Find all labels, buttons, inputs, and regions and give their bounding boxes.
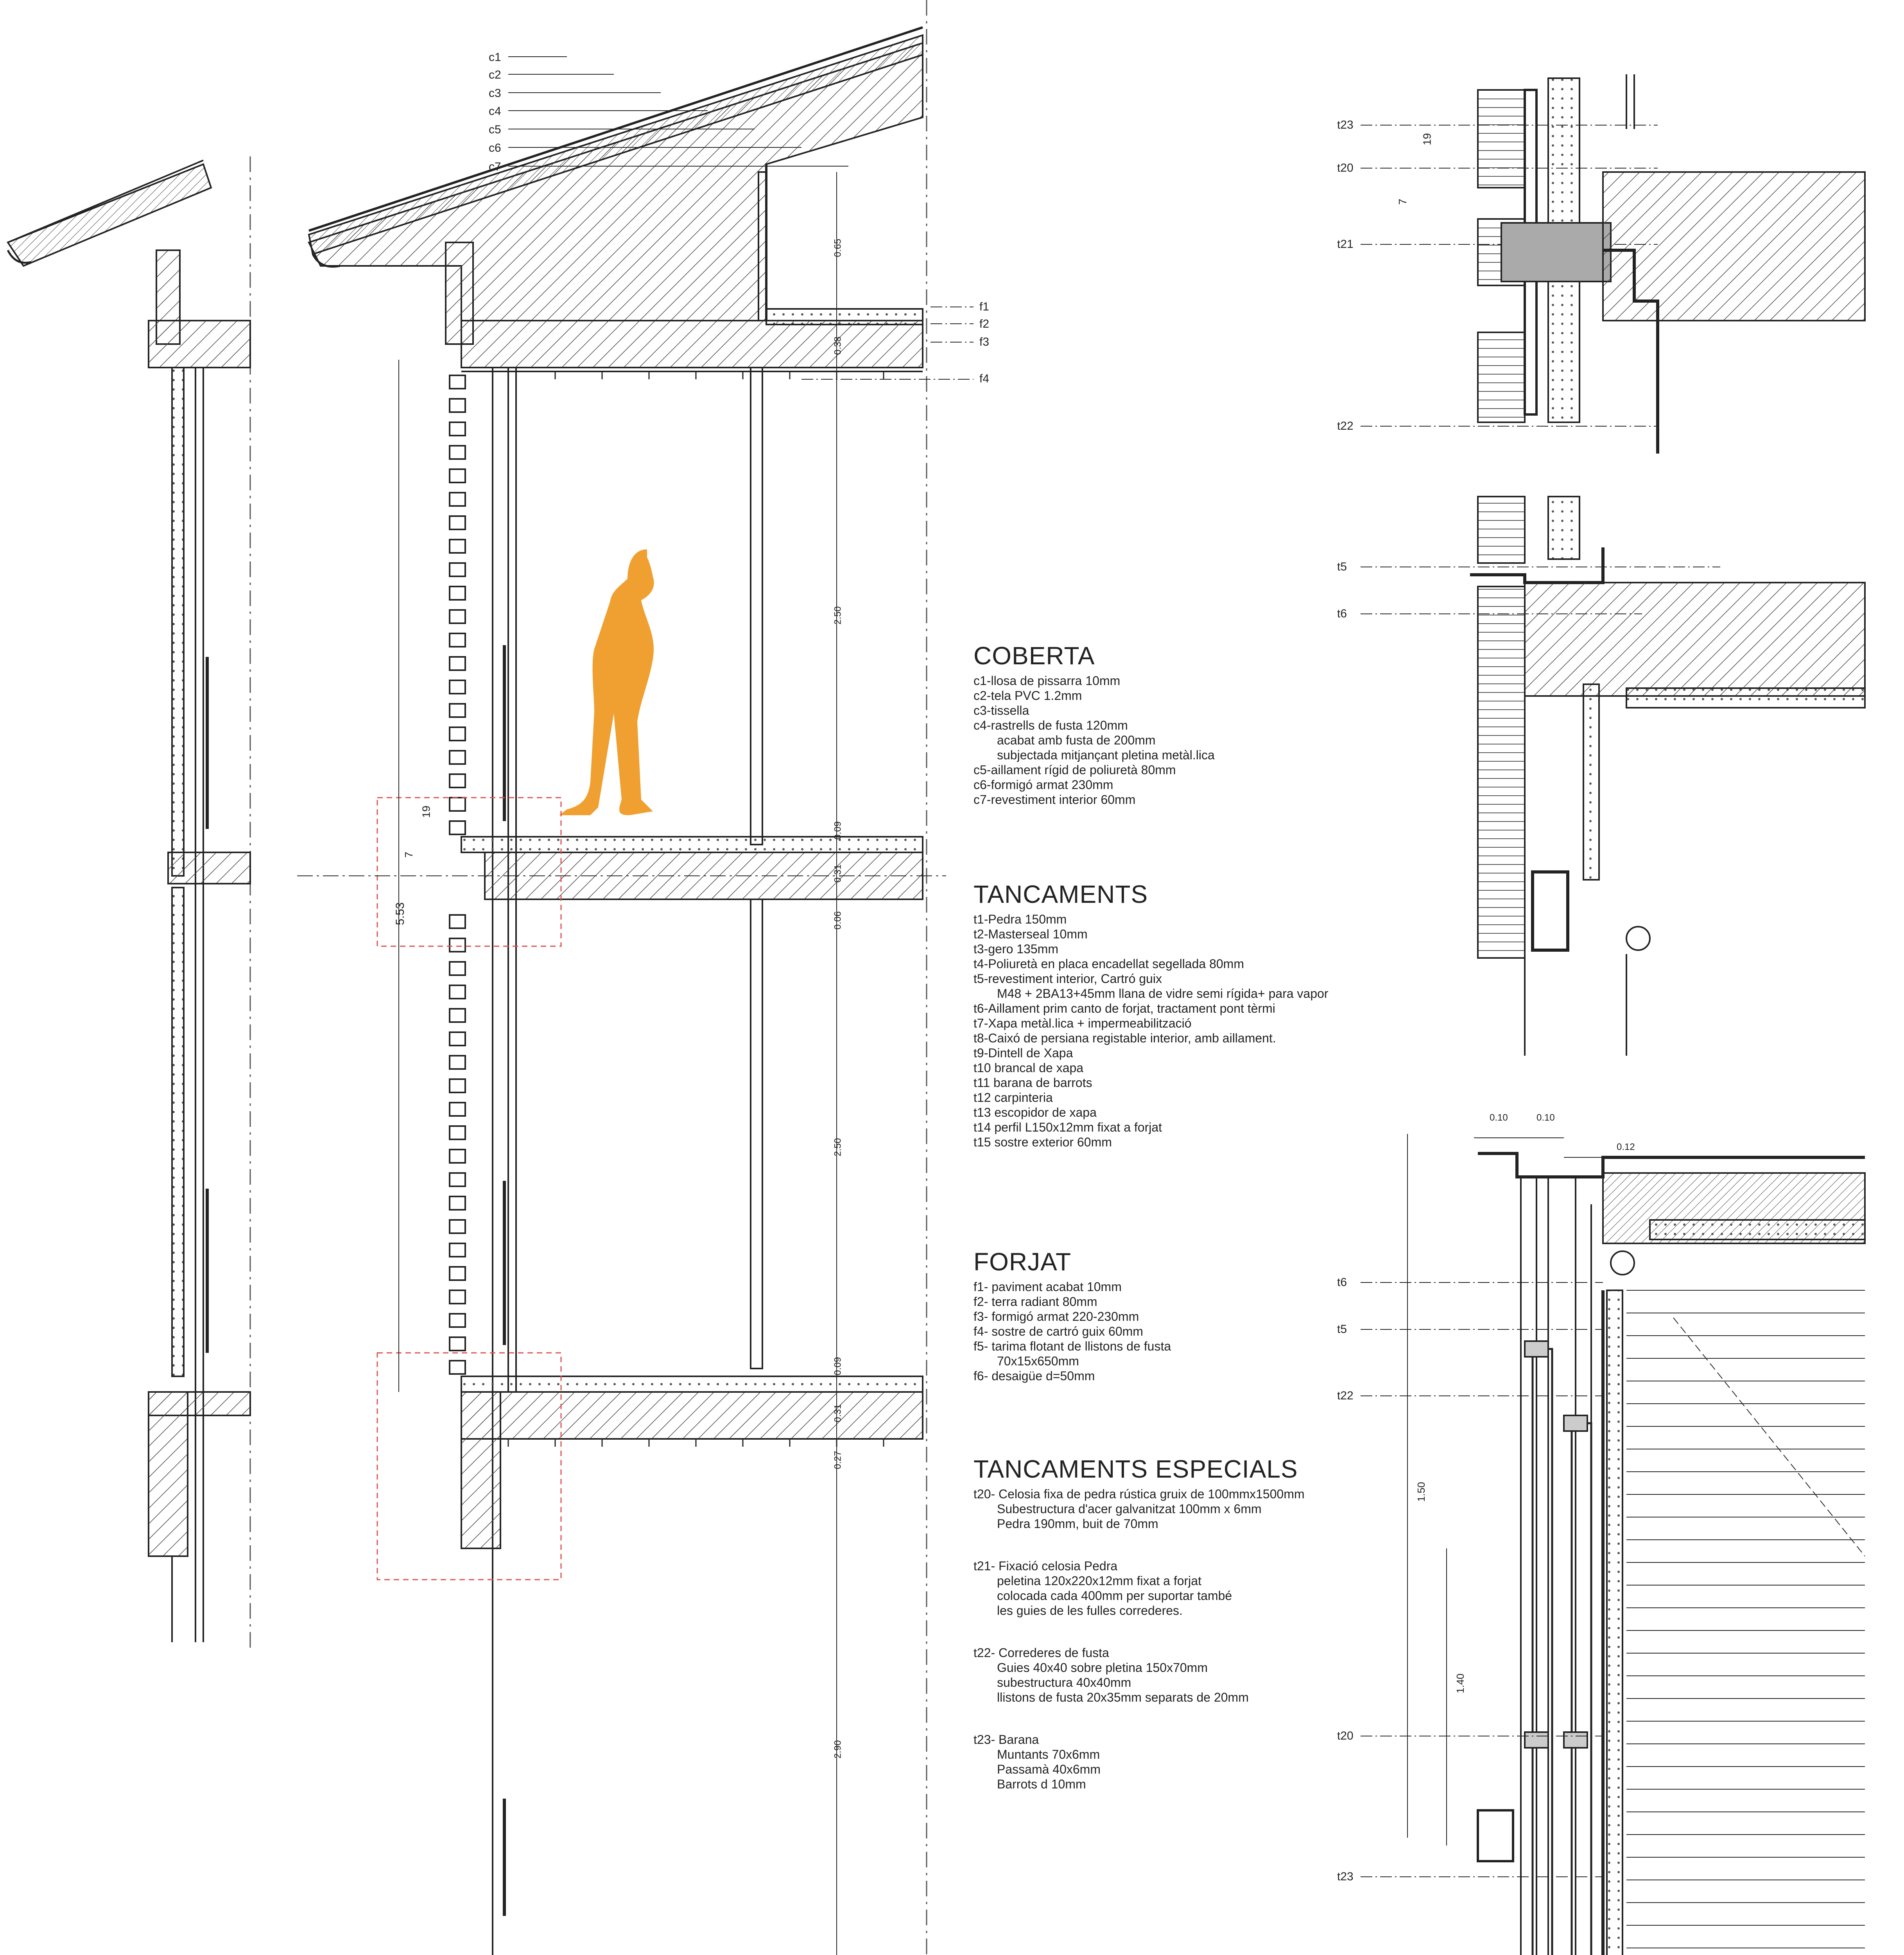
legend-item: t1-Pedra 150mm [974, 912, 1067, 926]
callout-t20: t20 [1337, 161, 1354, 174]
legend-item: c4-rastrells de fusta 120mm [974, 718, 1128, 732]
stone-louvre [450, 1150, 465, 1163]
legend-title: TANCAMENTS ESPECIALS [974, 1455, 1298, 1483]
stone-louvre [450, 610, 465, 623]
dim-overall-height: 5.53 [394, 902, 407, 925]
callout-c7: c7 [489, 160, 501, 173]
stone-louvre [450, 938, 465, 952]
callout-t6-b: t6 [1337, 1276, 1347, 1289]
human-scale-figure [559, 549, 654, 815]
legend-tancaments [974, 880, 1328, 1150]
legend-group [974, 1559, 1305, 1618]
legend-group [974, 1487, 1305, 1531]
stone-louvre [450, 1196, 465, 1210]
dim-label: 2.90 [832, 1740, 843, 1759]
dim-mark: 0.10 [1536, 1112, 1555, 1123]
legend-item: t14 perfil L150x12mm fixat a forjat [974, 1120, 1162, 1134]
legend-item: t9-Dintell de Xapa [974, 1046, 1073, 1060]
dim-label: 0.27 [832, 1451, 843, 1469]
stone-louvre [450, 1243, 465, 1257]
stone-louvre [450, 399, 465, 412]
legend-item: t7-Xapa metàl.lica + impermeabilització [974, 1016, 1192, 1030]
legend-item: t3-gero 135mm [974, 942, 1058, 956]
legend-item: llistons de fusta 20x35mm separats de 20mm [997, 1690, 1249, 1704]
stone-louvre [450, 727, 465, 741]
left-section [8, 160, 250, 1642]
stone-louvre [450, 680, 465, 694]
legend-item: t8-Caixó de persiana registable interior, amb aillament. [974, 1031, 1276, 1045]
stone-louvre [450, 586, 465, 600]
legend-item: subestructura 40x40mm [997, 1675, 1131, 1690]
dim-label: 0.31 [832, 1404, 843, 1422]
dim-mark: 19 [420, 805, 432, 818]
detail-window-head [1361, 74, 1865, 454]
legend-item: acabat amb fusta de 200mm [997, 733, 1156, 747]
legend-item: c3-tissella [974, 703, 1029, 717]
dim-label: 0.06 [832, 911, 843, 930]
dim-mark: 0.10 [1490, 1112, 1508, 1123]
callout-t5-b: t5 [1337, 1323, 1347, 1336]
dim-mark: 1.40 [1454, 1673, 1466, 1693]
legend-forjat [974, 1247, 1171, 1383]
legend-item: Pedra 190mm, buit de 70mm [997, 1517, 1158, 1531]
stone-louvre [450, 375, 465, 389]
stone-louvre [450, 1009, 465, 1022]
callout-f2: f2 [979, 317, 990, 330]
callout-c4: c4 [489, 105, 501, 118]
stone-louvre [450, 1290, 465, 1304]
stone-louvre [450, 540, 465, 553]
legend-especials [974, 1455, 1305, 1792]
stone-louvre [450, 1267, 465, 1280]
callout-c5: c5 [489, 123, 501, 136]
stone-louvre-column [450, 375, 465, 1374]
legend-item: t15 sostre exterior 60mm [974, 1135, 1112, 1149]
callout-c1: c1 [489, 51, 501, 64]
legend-item: t12 carpinteria [974, 1090, 1053, 1105]
legend-item: f6- desaigüe d=50mm [974, 1369, 1095, 1383]
legend-item: f3- formigó armat 220-230mm [974, 1309, 1139, 1324]
legend-item: c1-llosa de pissarra 10mm [974, 674, 1121, 688]
stone-louvre [450, 1103, 465, 1116]
callout-f3: f3 [979, 335, 990, 348]
stone-louvre [450, 1056, 465, 1069]
main-section [309, 27, 923, 1955]
dim-label: 2.50 [832, 606, 843, 625]
legend-title: COBERTA [974, 642, 1095, 670]
dim-mark: 7 [402, 852, 415, 858]
legend-item: f4- sostre de cartró guix 60mm [974, 1324, 1143, 1338]
callout-f1: f1 [979, 300, 990, 313]
stone-louvre [450, 493, 465, 506]
stone-louvre [450, 1337, 465, 1351]
callout-t23: t23 [1337, 118, 1354, 131]
legend-item: t5-revestiment interior, Cartró guix [974, 972, 1162, 986]
legend-item: t11 barana de barrots [974, 1076, 1092, 1090]
legend-item: c2-tela PVC 1.2mm [974, 689, 1082, 703]
stone-louvre [450, 985, 465, 999]
dim-label: 0.38 [832, 336, 843, 355]
stone-louvre [450, 1126, 465, 1139]
callout-c2: c2 [489, 68, 501, 81]
detail-slab-edge [1361, 497, 1865, 1056]
legend-item: subjectada mitjançant pletina metàl.lica [997, 748, 1215, 762]
dim-label: 0.09 [832, 1357, 843, 1376]
legend-item: f5- tarima flotant de llistons de fusta [974, 1339, 1171, 1353]
dim-mark: 0.12 [1617, 1142, 1635, 1152]
dim-label: 2.50 [832, 1138, 843, 1157]
legend-item: t2-Masterseal 10mm [974, 927, 1088, 941]
callout-t20-b: t20 [1337, 1729, 1354, 1742]
stone-louvre [450, 657, 465, 670]
callout-t22-b: t22 [1337, 1389, 1354, 1402]
legend-item: t10 brancal de xapa [974, 1061, 1084, 1075]
legend-item: c7-revestiment interior 60mm [974, 793, 1136, 807]
callout-t5: t5 [1337, 560, 1347, 573]
stone-louvre [450, 1361, 465, 1374]
legend-item: t13 escopidor de xapa [974, 1105, 1097, 1119]
legend-title: FORJAT [974, 1248, 1072, 1276]
legend-item: t20- Celosia fixa de pedra rústica gruix de 100mmx1500mm [974, 1487, 1305, 1501]
dim-mark: 7 [1396, 199, 1409, 205]
dim-label: 0.65 [832, 239, 843, 257]
callout-t23-b: t23 [1337, 1870, 1354, 1883]
legend-item: les guies de les fulles correderes. [997, 1603, 1183, 1618]
legend-item: t23- Barana [974, 1733, 1039, 1747]
callout-t22: t22 [1337, 420, 1354, 432]
legend-item: f1- paviment acabat 10mm [974, 1280, 1122, 1294]
stone-louvre [450, 1079, 465, 1092]
callout-c6: c6 [489, 142, 501, 154]
stone-louvre [450, 915, 465, 928]
stone-louvre [450, 422, 465, 436]
stone-louvre [450, 516, 465, 529]
legend-group [974, 1732, 1305, 1792]
legend-item: c6-formigó armat 230mm [974, 778, 1113, 792]
callout-f4: f4 [979, 372, 990, 385]
stone-louvre [450, 774, 465, 787]
legend-item: Guies 40x40 sobre pletina 150x70mm [997, 1661, 1208, 1675]
dim-mark: 19 [1421, 133, 1433, 145]
callout-t21: t21 [1337, 238, 1354, 251]
dim-mark: 1.50 [1415, 1482, 1427, 1502]
legend-item: Passamà 40x6mm [997, 1762, 1101, 1776]
legend-item: t22- Correderes de fusta [974, 1646, 1109, 1660]
stone-louvre [450, 1032, 465, 1046]
legend-item: Muntants 70x6mm [997, 1747, 1100, 1761]
stone-louvre [450, 469, 465, 482]
stone-louvre [450, 563, 465, 576]
legend-item: M48 + 2BA13+45mm llana de vidre semi rígida+ para vapor [997, 986, 1328, 1001]
stone-louvre [450, 633, 465, 647]
stone-louvre [450, 798, 465, 811]
callout-t6: t6 [1337, 607, 1347, 620]
legend-item: t4-Poliuretà en placa encadellat segellada 80mm [974, 957, 1244, 971]
legend-item: t21- Fixació celosia Pedra [974, 1559, 1118, 1573]
dim-label: 0.31 [832, 864, 843, 883]
legend-item: Barrots d 10mm [997, 1777, 1086, 1791]
stone-louvre [450, 821, 465, 834]
callout-c3: c3 [489, 87, 501, 100]
dim-label: 0.09 [832, 821, 843, 840]
legend-item: Subestructura d'acer galvanitzat 100mm x 6mm [997, 1502, 1262, 1516]
legend-item: peletina 120x220x12mm fixat a forjat [997, 1574, 1201, 1588]
stone-louvre [450, 1314, 465, 1327]
legend-coberta [974, 641, 1215, 807]
legend-title: TANCAMENTS [974, 880, 1148, 908]
detail-sliding-louvres [1361, 1134, 1865, 1955]
legend-item: 70x15x650mm [997, 1354, 1079, 1368]
stone-louvre [450, 751, 465, 764]
legend-item: t6-Aillament prim canto de forjat, tractament pont tèrmi [974, 1001, 1275, 1015]
stone-louvre [450, 1220, 465, 1233]
legend-item: colocada cada 400mm per suportar també [997, 1589, 1232, 1603]
legend-item: f2- terra radiant 80mm [974, 1295, 1097, 1309]
stone-louvre [450, 1173, 465, 1186]
stone-louvre [450, 446, 465, 459]
stone-louvre [450, 962, 465, 975]
legend-item: c5-aillament rígid de poliuretà 80mm [974, 763, 1176, 777]
legend-group [974, 1645, 1305, 1705]
stone-louvre [450, 704, 465, 717]
